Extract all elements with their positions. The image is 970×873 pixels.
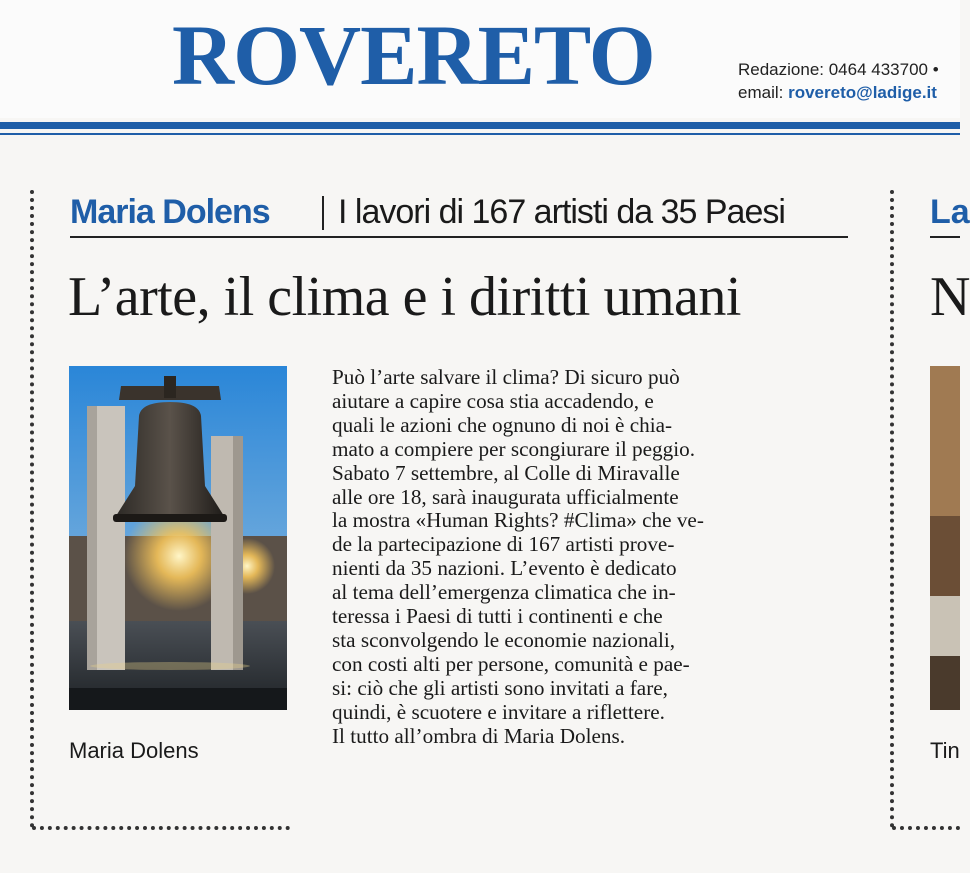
body-line: mato a compiere per scongiurare il peggio. [332, 436, 695, 461]
bell-photo-icon [69, 366, 287, 710]
next-article-kicker-rule [930, 236, 960, 238]
body-line: quindi, è scuotere e invitare a riflettere. [332, 699, 665, 724]
newspaper-section-title: ROVERETO [172, 7, 655, 103]
masthead [0, 0, 960, 118]
body-line: de la partecipazione di 167 artisti prove- [332, 532, 675, 557]
body-line: sta sconvolgendo le economie nazionali, [332, 627, 676, 652]
article-body [332, 366, 852, 749]
next-article-caption: Tin [930, 738, 960, 763]
article-kicker [70, 190, 848, 238]
next-article-kicker: La [930, 193, 970, 231]
body-line: al tema dell’emergenza climatica che in- [332, 580, 676, 605]
next-article-headline: N [930, 266, 970, 328]
newsroom-phone: Redazione: 0464 433700 • [738, 60, 939, 79]
kicker-separator [322, 196, 324, 230]
newsroom-email-line [738, 81, 939, 104]
masthead-rule-thick [0, 122, 960, 129]
masthead-rule-thin [0, 133, 960, 135]
next-article-fragment [930, 0, 970, 873]
body-line: la mostra «Human Rights? #Clima» che ve- [332, 508, 704, 533]
body-line: con costi alti per persone, comunità e pae- [332, 651, 690, 676]
next-article-photo [930, 366, 960, 710]
newsroom-email: rovereto@ladige.it [788, 83, 937, 102]
body-line: teressa i Paesi di tutti i continenti e che [332, 604, 663, 629]
photo-caption: Maria Dolens [69, 738, 199, 763]
body-line: quali le azioni che ognuno di noi è chia- [332, 412, 673, 437]
column-border-left [30, 190, 34, 828]
body-line: Sabato 7 settembre, al Colle di Miravalle [332, 460, 680, 485]
article-headline: L’arte, il clima e i diritti umani [68, 266, 741, 328]
body-line: nienti da 35 nazioni. L’evento è dedicato [332, 556, 677, 581]
email-label: email: [738, 83, 784, 102]
body-line: alle ore 18, sarà inaugurata ufficialmente [332, 484, 679, 509]
kicker-subtitle: I lavori di 167 artisti da 35 Paesi [338, 193, 785, 231]
column-border-bottom [32, 826, 290, 830]
body-line: aiutare a capire cosa stia accadendo, e [332, 388, 654, 413]
contact-info [738, 58, 939, 104]
body-line: si: ciò che gli artisti sono invitati a fare, [332, 675, 668, 700]
body-line: Il tutto all’ombra di Maria Dolens. [332, 723, 626, 748]
body-line: Può l’arte salvare il clima? Di sicuro può [332, 365, 680, 389]
column-divider [890, 190, 894, 828]
kicker-topic: Maria Dolens [70, 193, 270, 231]
